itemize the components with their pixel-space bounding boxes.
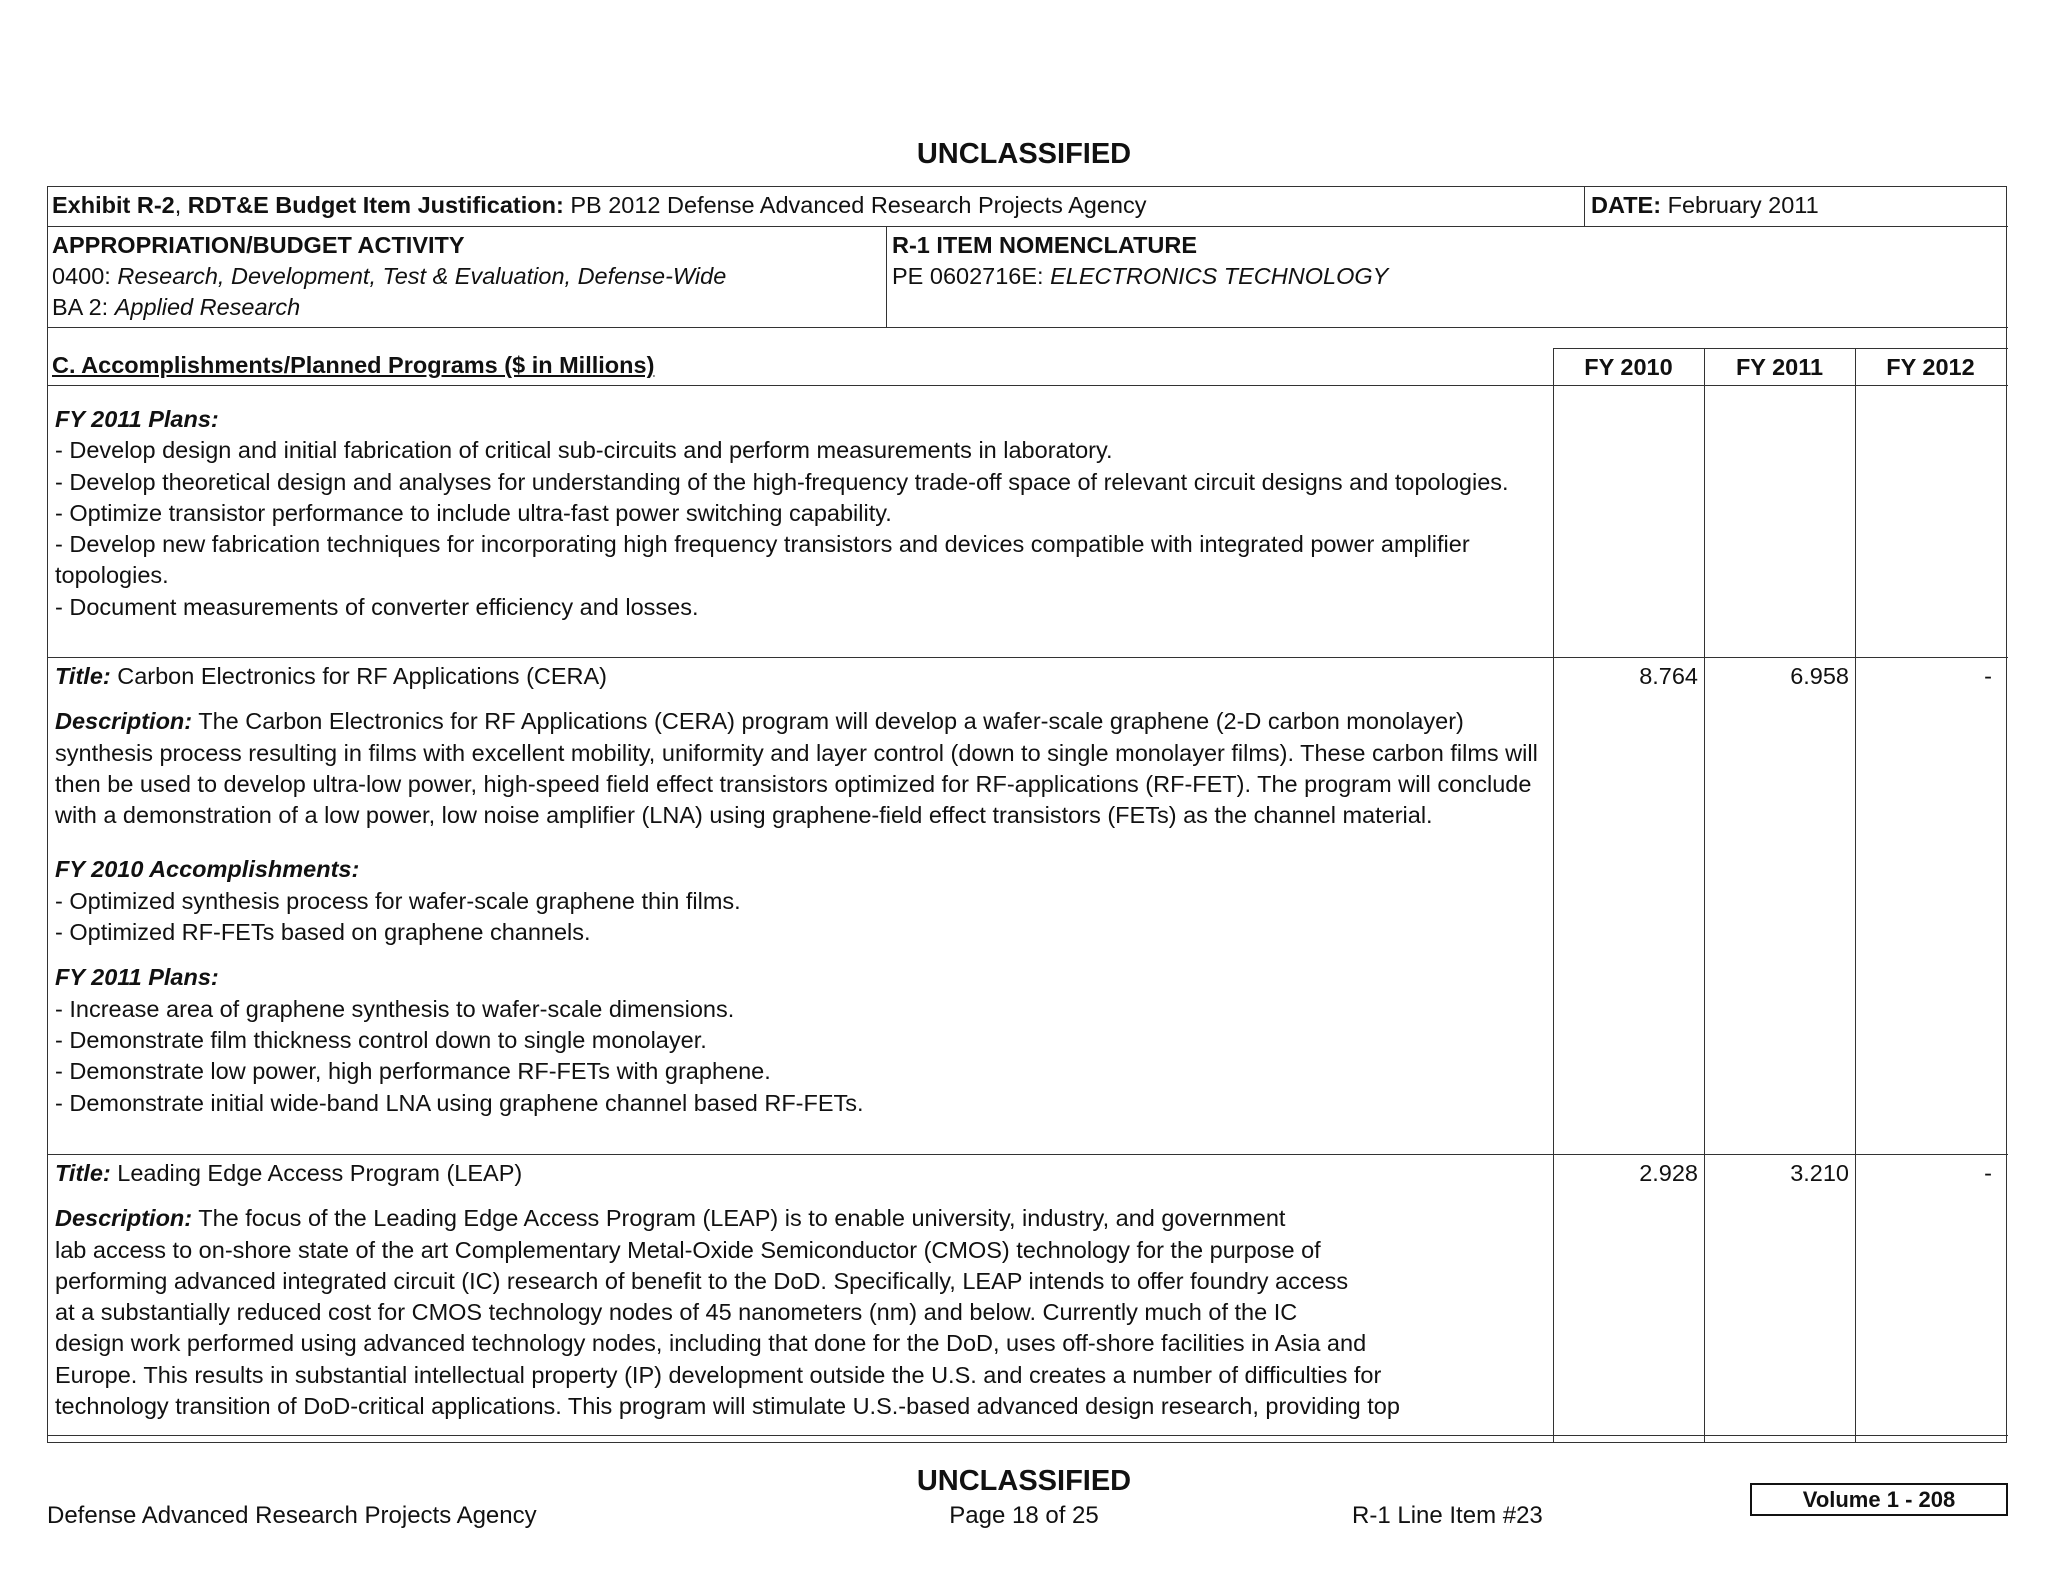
list-item: - Optimize transistor performance to include ultra-fast power switching capability. [55,499,892,526]
header-divider [47,226,2008,227]
col-header-fy2011: FY 2011 [1735,354,1824,380]
leap-fy2010: 2.928 [1639,1160,1698,1186]
col-header-fy2012: FY 2012 [1886,354,1975,380]
footer-agency: Defense Advanced Research Projects Agency [47,1502,537,1529]
list-item: - Demonstrate film thickness control down to single monolayer. [55,1026,707,1053]
list-item: - Develop theoretical design and analyses for understanding of the high-frequency trade-off space of relevant circuit designs and topologies. [55,468,1509,495]
row-divider-3 [47,1435,2008,1436]
cera-fy2010: 8.764 [1639,663,1698,689]
program-description-line: design work performed using advanced technology nodes, including that done for the DoD, uses off-shore facilities in Asia and [55,1330,1367,1357]
column-header-bottom [47,385,2008,386]
cera-fy2012: - [1984,663,1992,689]
classification-banner-top: UNCLASSIFIED [916,138,1132,170]
col-header-fy2010: FY 2010 [1584,354,1673,380]
program-title: Title: Carbon Electronics for RF Applications (CERA) [55,663,608,689]
list-item: - Document measurements of converter efficiency and losses. [55,593,699,620]
row-divider-1 [47,657,2008,658]
col-divider-3 [1855,348,1856,1443]
footer-page: Page 18 of 25 [949,1502,1099,1529]
column-header-top [1553,348,2008,349]
exhibit-title: Exhibit R-2, RDT&E Budget Item Justification: PB 2012 Defense Advanced Research Projects Agency [52,192,1147,218]
cera-fy2011: 6.958 [1790,663,1849,689]
volume-box: Volume 1 - 208 [1750,1483,2008,1516]
program-description-line: technology transition of DoD-critical applications. This program will stimulate U.S.-based advanced design research, providing top [55,1393,1400,1420]
block-leap [55,1158,1555,1422]
date-divider [1584,186,1585,226]
program-description-line: performing advanced integrated circuit (IC) research of benefit to the DoD. Specifically, LEAP intends to offer foundry access [55,1267,1349,1294]
leap-fy2012: - [1984,1160,1992,1186]
program-description-line: at a substantially reduced cost for CMOS technology nodes of 45 nanometers (nm) and below. Currently much of the IC [55,1299,1298,1326]
program-description: Description: The Carbon Electronics for RF Applications (CERA) program will develop a wafer-scale graphene (2-D carbon monolayer) synthesis process resulting in films with excellent mobility, uniformity and layer control (down to single monolayer films). These carbon films will then be used to develop ultra-low power, high-speed field effect transistors optimized for RF-applications (RF-FET). The program will conclude with a demonstration of a low power, low noise amplifier (LNA) using graphene-field effect transistors (FETs) as the channel material. [55,708,1538,829]
list-item: - Develop design and initial fabrication of critical sub-circuits and perform measurements in laboratory. [55,437,1113,464]
appropriation-block: APPROPRIATION/BUDGET ACTIVITY 0400: Research, Development, Test & Evaluation, Defense-Wide BA 2: Applied Research [52,232,727,320]
block-fy2011-plans: FY 2011 Plans: - Develop design and initial fabrication of critical sub-circuits and perform measurements in laboratory. - Develop theoretical design and analyses for understanding of the high-frequency trade-off space of relevant circuit designs and topologies. - Optimize transistor performance to include ultra-fast power switching capability. - Develop new fabrication techniques for incorporating high frequency transistors and devices compatible with integrated power amplifier topologies. - Document measurements of converter efficiency and losses. [55,404,1555,623]
nomenclature-divider [886,226,887,327]
nomenclature-block: R-1 ITEM NOMENCLATURE PE 0602716E: ELECTRONICS TECHNOLOGY [892,232,1389,289]
classification-banner-bottom: UNCLASSIFIED [916,1465,1132,1497]
list-item: - Demonstrate initial wide-band LNA using graphene channel based RF-FETs. [55,1089,864,1116]
list-item: - Optimized RF-FETs based on graphene channels. [55,919,591,946]
program-title: Title: Leading Edge Access Program (LEAP) [55,1160,523,1186]
header-bottom-divider [47,327,2008,328]
program-description-line: lab access to on-shore state of the art Complementary Metal-Oxide Semiconductor (CMOS) technology for the purpose of [55,1236,1321,1263]
leap-fy2011: 3.210 [1790,1160,1849,1186]
program-description-line: Description: The focus of the Leading Edge Access Program (LEAP) is to enable university, industry, and government [55,1205,1286,1232]
date-field: DATE: February 2011 [1591,192,1819,218]
footer-line-item: R-1 Line Item #23 [1352,1502,1543,1529]
row-divider-2 [47,1154,2008,1155]
list-item: - Demonstrate low power, high performance RF-FETs with graphene. [55,1058,771,1085]
list-item: - Develop new fabrication techniques for incorporating high frequency transistors and devices compatible with integrated power amplifier topologies. [55,531,1470,589]
program-description-line: Europe. This results in substantial intellectual property (IP) development outside the U.S. and creates a number of difficulties for [55,1361,1382,1388]
col-divider-2 [1704,348,1705,1443]
list-item: - Increase area of graphene synthesis to wafer-scale dimensions. [55,995,735,1022]
block-cera: Title: Carbon Electronics for RF Applications (CERA) Description: The Carbon Electronics for RF Applications (CERA) program will develop a wafer-scale graphene (2-D carbon monolayer) synthesis process resulting in films with excellent mobility, uniformity and layer control (down to single monolayer films). These carbon films will then be used to develop ultra-low power, high-speed field effect transistors optimized for RF-applications (RF-FET). The program will conclude with a demonstration of a low power, low noise amplifier (LNA) using graphene-field effect transistors (FETs) as the channel material. FY 2010 Accomplishments: - Optimized synthesis process for wafer-scale graphene thin films. - Optimized RF-FETs based on graphene channels. FY 2011 Plans: - Increase area of graphene synthesis to wafer-scale dimensions. - Demonstrate film thickness control down to single monolayer. - Demonstrate low power, high performance RF-FETs with graphene. - Demonstrate initial wide-band LNA using graphene channel based RF-FETs. [55,661,1555,1119]
section-title: C. Accomplishments/Planned Programs ($ in Millions) [52,352,655,378]
list-item: - Optimized synthesis process for wafer-scale graphene thin films. [55,887,741,914]
